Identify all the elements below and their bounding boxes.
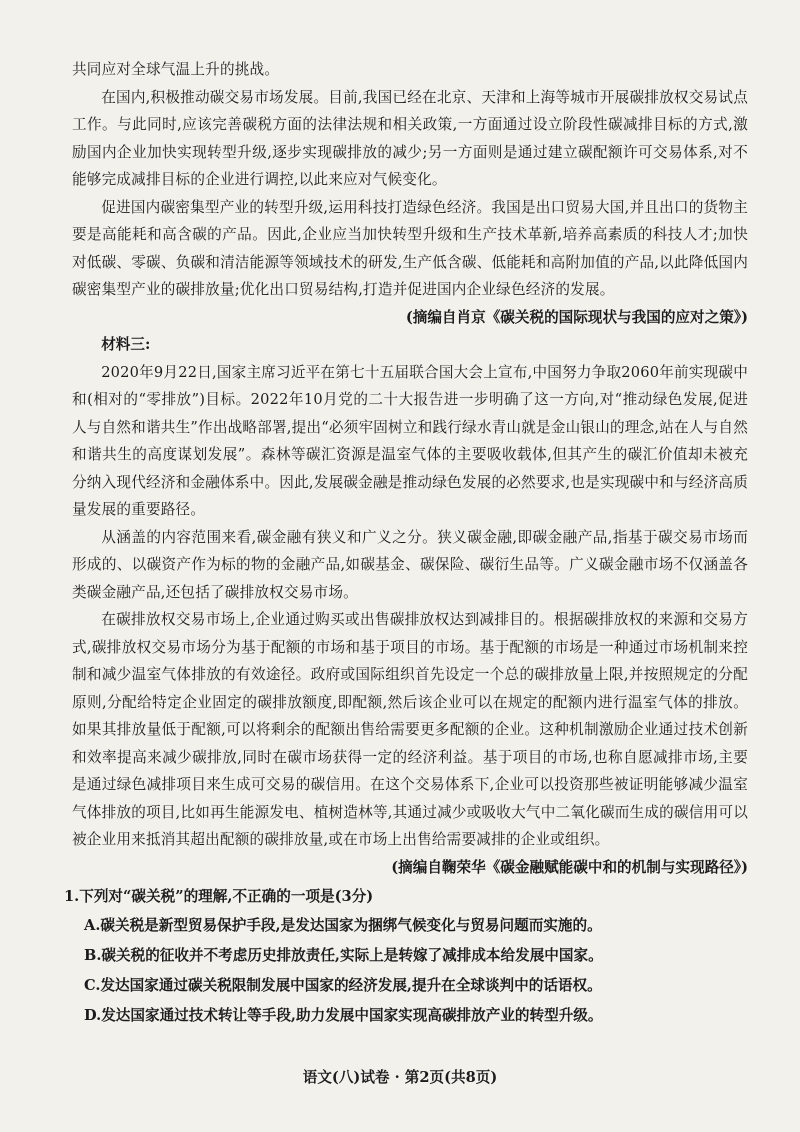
paragraph-m3-1: 2020年9月22日,国家主席习近平在第七十五届联合国大会上宣布,中国努力争取2060年前实现碳中和(相对的“零排放”)目标。2022年10月党的二十大报告进一步明确了这一方向,对“推动绿色发展,促进人与自然和谐共生”作出战略部署,提出“必须牢固树立和践行绿水青山就是金山银山的理念,站在人与自然和谐共生的高度谋划发展”。森林等碳汇资源是温室气体的主要吸收载体,但其产生的碳汇价值却未被充分纳入现代经济和金融体系中。因此,发展碳金融是推动绿色发展的必然要求,也是实现碳中和与经济高质量发展的重要路径。 [72, 363, 748, 518]
material3-heading: 材料三: [101, 336, 151, 353]
option-c: C.发达国家通过碳关税限制发展中国家的经济发展,提升在全球谈判中的话语权。 [84, 977, 602, 994]
option-b: B.碳关税的征收并不考虑历史排放责任,实际上是转嫁了减排成本给发展中国家。 [84, 947, 603, 964]
question-stem: 1.下列对“碳关税”的理解,不正确的一项是(3分) [64, 888, 374, 905]
page-footer: 语文(八)试卷 · 第2页(共8页) [302, 1069, 498, 1086]
paragraph-m2-2: 促进国内碳密集型产业的转型升级,运用科技打造绿色经济。我国是出口贸易大国,并且出口的货物主要是高能耗和高含碳的产品。因此,企业应当加快转型升级和生产技术革新,培养高素质的科技人才;加快对低碳、零碳、负碳和清洁能源等领域技术的研发,生产低含碳、低能耗和高附加值的产品,以此降低国内碳密集型产业的碳排放量;优化出口贸易结构,打造并促进国内企业绿色经济的发展。 [72, 198, 748, 298]
option-a: A.碳关税是新型贸易保护手段,是发达国家为捆绑气候变化与贸易问题而实施的。 [84, 917, 602, 934]
paragraph-m2-1: 在国内,积极推动碳交易市场发展。目前,我国已经在北京、天津和上海等城市开展碳排放权交易试点工作。与此同时,应该完善碳税方面的法律法规和相关政策,一方面通过设立阶段性碳减排目标的方式,激励国内企业加快实现转型升级,逐步实现碳排放的减少;另一方面则是通过建立碳配额许可交易体系,对不能够完成减排目标的企业进行调控,以此来应对气候变化。 [72, 88, 748, 188]
paragraph-m3-2: 从涵盖的内容范围来看,碳金融有狭义和广义之分。狭义碳金融,即碳金融产品,指基于碳交易市场而形成的、以碳资产作为标的物的金融产品,如碳基金、碳保险、碳衍生品等。广义碳金融市场不仅涵盖各类碳金融产品,还包括了碳排放权交易市场。 [72, 528, 748, 601]
continued-line: 共同应对全球气温上升的挑战。 [72, 61, 280, 78]
option-d: D.发达国家通过技术转让等手段,助力发展中国家实现高碳排放产业的转型升级。 [84, 1007, 603, 1024]
source-citation-material3: (摘编自鞠荣华《碳金融赋能碳中和的机制与实现路径》) [391, 858, 748, 876]
source-citation-material2: (摘编自肖京《碳关税的国际现状与我国的应对之策》) [405, 308, 748, 326]
paragraph-m3-3: 在碳排放权交易市场上,企业通过购买或出售碳排放权达到减排目的。根据碳排放权的来源和交易方式,碳排放权交易市场分为基于配额的市场和基于项目的市场。基于配额的市场是一种通过市场机制来控制和减少温室气体排放的有效途径。政府或国际组织首先设定一个总的碳排放量上限,并按照规定的分配原则,分配给特定企业固定的碳排放额度,即配额,然后该企业可以在规定的配额内进行温室气体的排放。如果其排放量低于配额,可以将剩余的配额出售给需要更多配额的企业。这种机制激励企业通过技术创新和效率提高来减少碳排放,同时在碳市场获得一定的经济利益。基于项目的市场,也称自愿减排市场,主要是通过绿色减排项目来生成可交易的碳信用。在这个交易体系下,企业可以投资那些被证明能够减少温室气体排放的项目,比如再生能源发电、植树造林等,其通过减少或吸收大气中二氧化碳而生成的碳信用可以被企业用来抵消其超出配额的碳排放量,或在市场上出售给需要减排的企业或组织。 [72, 611, 748, 848]
